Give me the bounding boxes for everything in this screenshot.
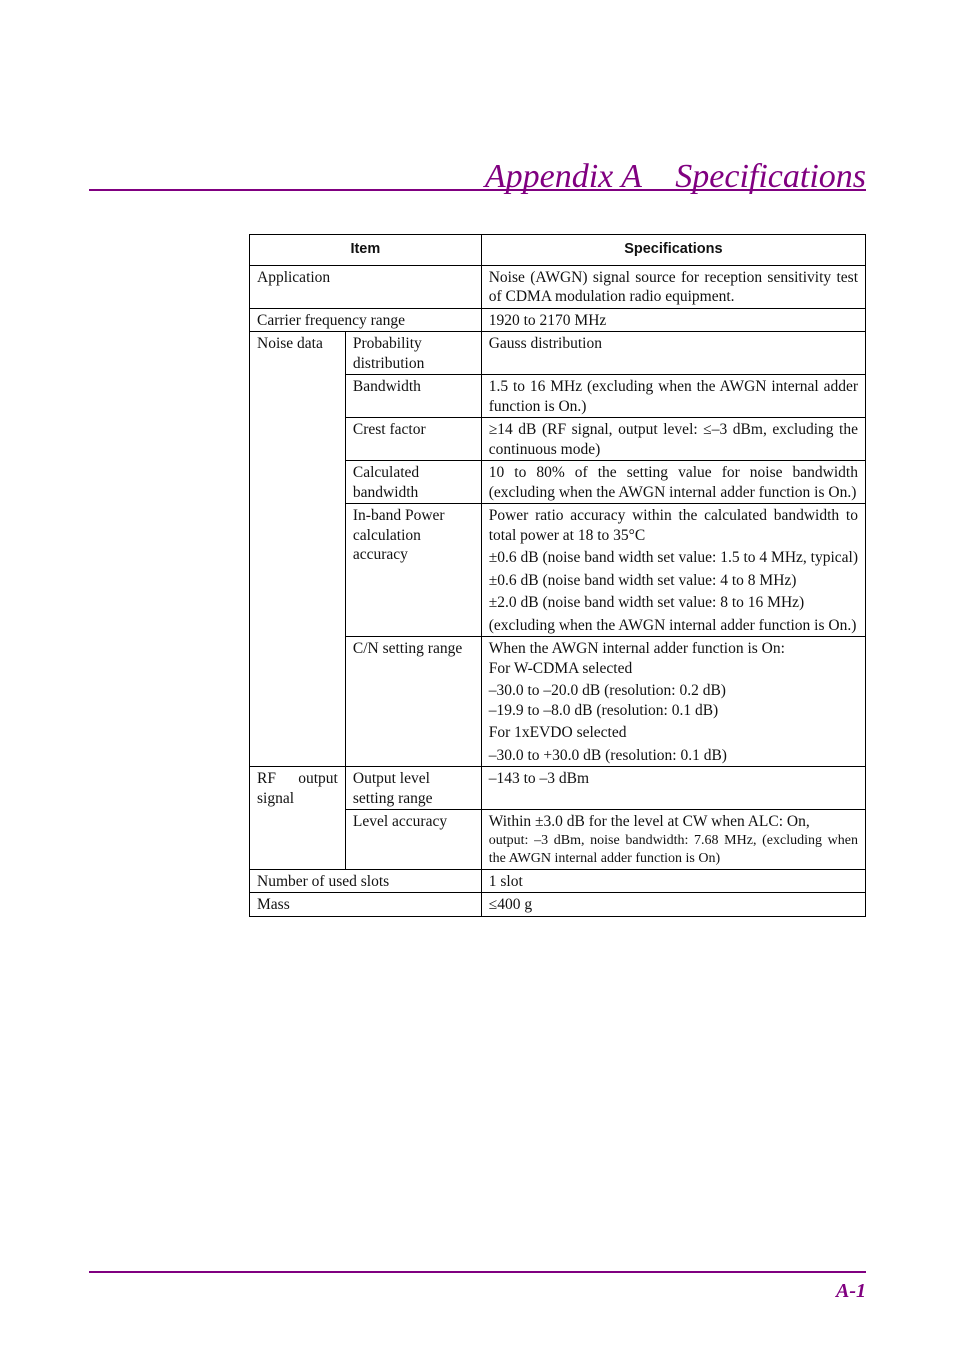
spec-inband-power-accuracy bbox=[481, 504, 865, 637]
spec-probability-distribution: Gauss distribution bbox=[481, 332, 865, 375]
table-row bbox=[250, 332, 866, 375]
inband-line: Power ratio accuracy within the calculated bandwidth to total power at 18 to 35°C bbox=[488, 507, 858, 544]
table-row bbox=[250, 265, 866, 308]
page-number: A-1 bbox=[836, 1280, 866, 1302]
table-row bbox=[250, 893, 866, 917]
group-noise-data: Noise data bbox=[250, 332, 346, 767]
spec-bandwidth: 1.5 to 16 MHz (excluding when the AWGN internal adder function is On.) bbox=[481, 375, 865, 418]
item-inband-power-accuracy: In-band Power calculation accuracy bbox=[345, 504, 481, 637]
header-item: Item bbox=[250, 235, 482, 266]
footer-rule bbox=[89, 1271, 866, 1273]
inband-line: ±0.6 dB (noise band width set value: 4 to 8 MHz) bbox=[488, 571, 797, 589]
table-header-row bbox=[250, 235, 866, 266]
title-rule bbox=[89, 189, 866, 191]
item-number-of-slots: Number of used slots bbox=[250, 869, 482, 893]
item-output-level-range: Output level setting range bbox=[345, 767, 481, 810]
table-row bbox=[250, 767, 866, 810]
item-crest-factor: Crest factor bbox=[345, 418, 481, 461]
level-accuracy-line: output: –3 dBm, noise bandwidth: 7.68 MHz, (excluding when the AWGN internal adder function is On) bbox=[488, 832, 858, 866]
spec-mass: ≤400 g bbox=[481, 893, 865, 917]
item-cn-setting-range: C/N setting range bbox=[345, 637, 481, 767]
item-application: Application bbox=[250, 265, 482, 308]
cn-line: –30.0 to +30.0 dB (resolution: 0.1 dB) bbox=[488, 746, 727, 764]
spec-cn-setting-range bbox=[481, 637, 865, 767]
cn-line: –19.9 to –8.0 dB (resolution: 0.1 dB) bbox=[488, 701, 719, 719]
table-row bbox=[250, 308, 866, 332]
spec-application: Noise (AWGN) signal source for reception sensitivity test of CDMA modulation radio equipment. bbox=[481, 265, 865, 308]
spec-level-accuracy bbox=[481, 810, 865, 870]
specifications-table bbox=[249, 234, 866, 917]
item-probability-distribution: Probability distribution bbox=[345, 332, 481, 375]
cn-line: –30.0 to –20.0 dB (resolution: 0.2 dB) bbox=[488, 682, 726, 699]
cn-line: When the AWGN internal adder function is On: bbox=[488, 640, 785, 657]
item-bandwidth: Bandwidth bbox=[345, 375, 481, 418]
table-row bbox=[250, 869, 866, 893]
cn-line: For W-CDMA selected bbox=[488, 659, 633, 677]
spec-crest-factor: ≥14 dB (RF signal, output level: ≤–3 dBm, excluding the continuous mode) bbox=[481, 418, 865, 461]
header-specifications: Specifications bbox=[481, 235, 865, 266]
item-carrier-frequency: Carrier frequency range bbox=[250, 308, 482, 332]
spec-calculated-bandwidth: 10 to 80% of the setting value for noise bandwidth (excluding when the AWGN internal adder function is On.) bbox=[481, 461, 865, 504]
spec-output-level-range: –143 to –3 dBm bbox=[481, 767, 865, 810]
inband-line: ±2.0 dB (noise band width set value: 8 to 16 MHz) bbox=[488, 594, 805, 611]
cn-line: For 1xEVDO selected bbox=[488, 724, 627, 741]
item-calculated-bandwidth: Calculated bandwidth bbox=[345, 461, 481, 504]
spec-carrier-frequency: 1920 to 2170 MHz bbox=[481, 308, 865, 332]
level-accuracy-line: Within ±3.0 dB for the level at CW when ALC: On, bbox=[488, 813, 810, 830]
inband-line: ±0.6 dB (noise band width set value: 1.5 to 4 MHz, typical) bbox=[488, 549, 858, 566]
spec-number-of-slots: 1 slot bbox=[481, 869, 865, 893]
page-title: Appendix A Specifications bbox=[484, 158, 866, 195]
item-level-accuracy: Level accuracy bbox=[345, 810, 481, 870]
inband-line: (excluding when the AWGN internal adder function is On.) bbox=[488, 616, 857, 634]
item-mass: Mass bbox=[250, 893, 482, 917]
group-rf-output-signal: RF output signal bbox=[250, 767, 346, 870]
